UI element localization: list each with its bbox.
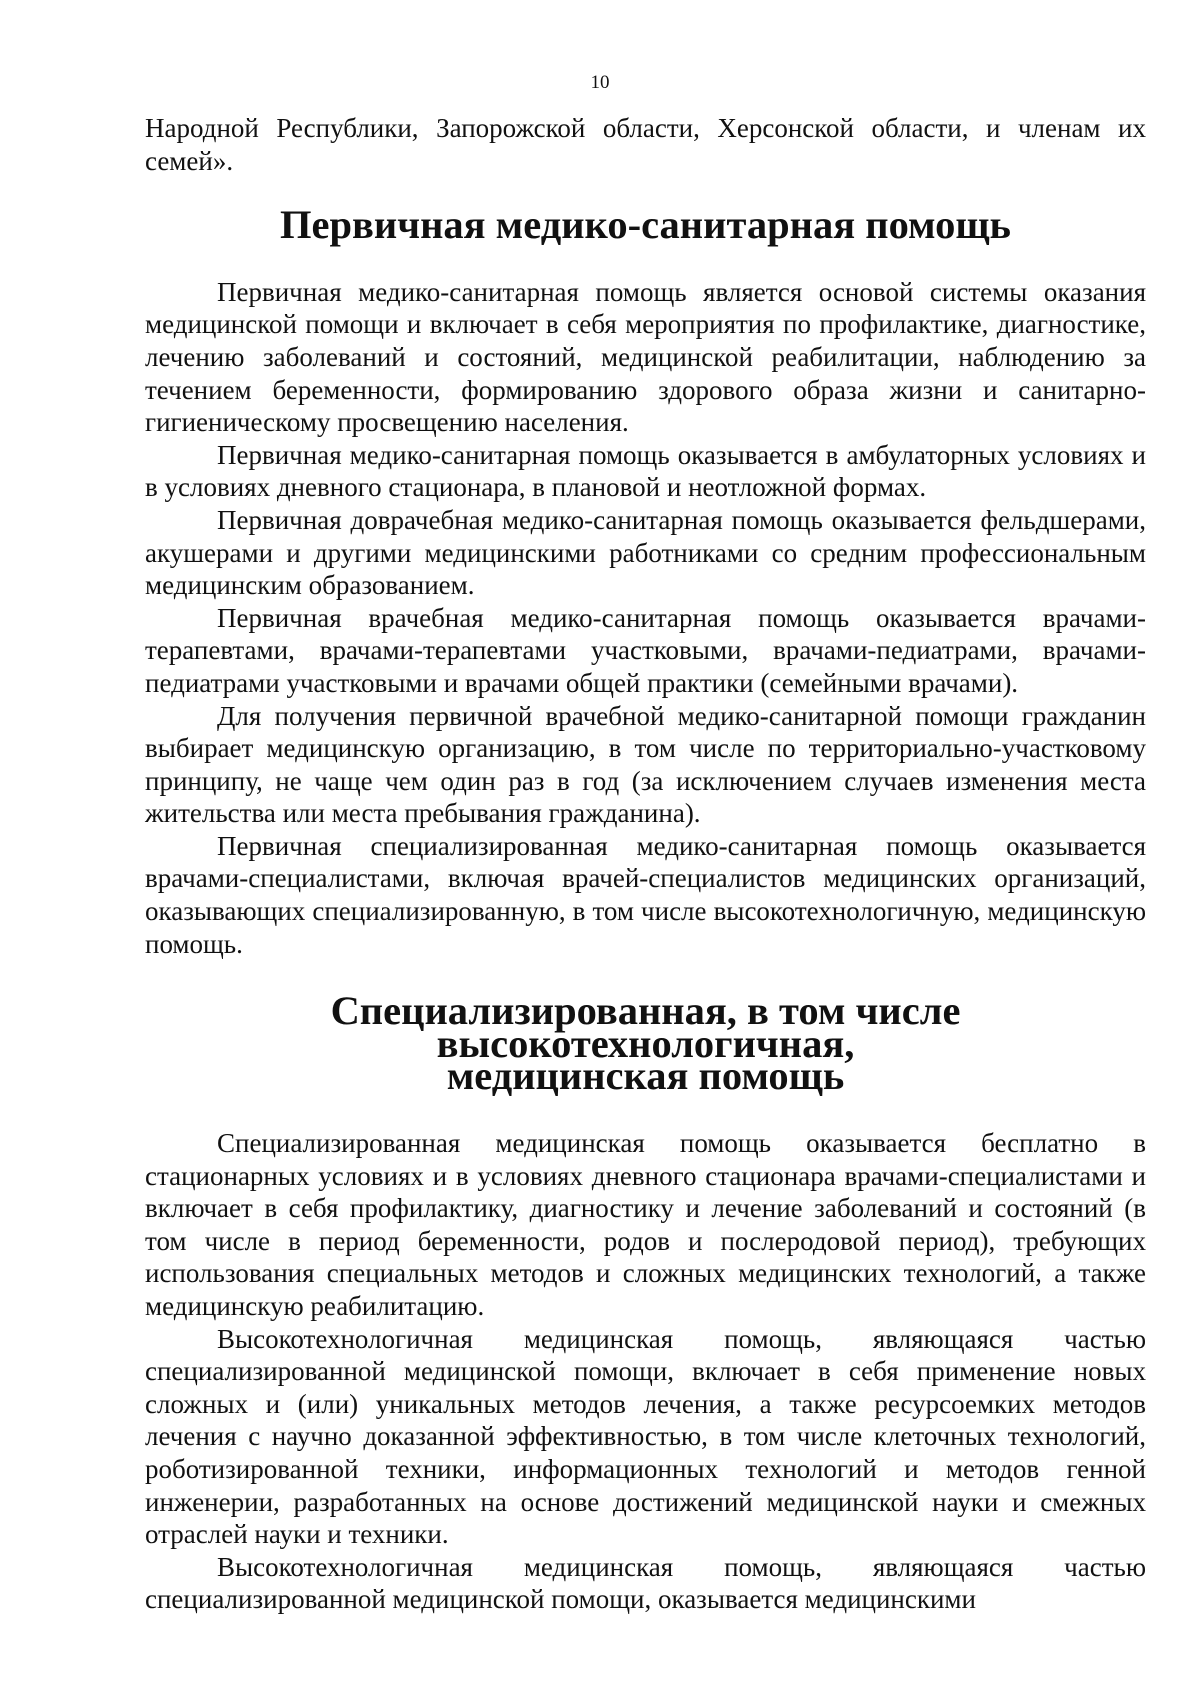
paragraph: Высокотехнологичная медицинская помощь, являющаяся частью специализированной медицинской помощи, включает в себя применение новых сложных и (или) уникальных методов лечения, а также ресурсоемких методов лечения с научно доказанной эффективностью, в том числе клеточных технологий, роботизированной техники, информационных технологий и методов генной инженерии, разработанных на основе достижений медицинской науки и смежных отраслей науки и техники. xyxy=(145,1323,1146,1550)
heading-line: медицинская помощь xyxy=(446,1053,845,1099)
section-heading-specialized-care xyxy=(145,988,1146,1099)
paragraph: Первичная доврачебная медико-санитарная помощь оказывается фельдшерами, акушерами и другими медицинскими работниками со средним профессиональным медицинским образованием. xyxy=(145,504,1146,601)
paragraph: Для получения первичной врачебной медико-санитарной помощи гражданин выбирает медицинскую организацию, в том числе по территориально-участковому принципу, не чаще чем один раз в год (за исключением случаев изменения места жительства или места пребывания гражданина). xyxy=(145,700,1146,829)
section-heading-primary-care: Первичная медико-санитарная помощь xyxy=(280,202,1011,248)
paragraph: Первичная медико-санитарная помощь является основой системы оказания медицинской помощи и включает в себя мероприятия по профилактике, диагностике, лечению заболеваний и состояний, медицинской реабилитации, наблюдению за течением беременности, формированию здорового образа жизни и санитарно-гигиеническому просвещению населения. xyxy=(145,276,1146,438)
section-specialized-care xyxy=(145,1127,1146,1616)
paragraph: Высокотехнологичная медицинская помощь, являющаяся частью специализированной медицинской помощи, оказывается медицинскими xyxy=(145,1551,1146,1615)
intro-paragraph: Народной Республики, Запорожской области, Херсонской области, и членам их семей». xyxy=(145,113,1146,176)
paragraph: Первичная медико-санитарная помощь оказывается в амбулаторных условиях и в условиях дневного стационара, в плановой и неотложной формах. xyxy=(145,439,1146,503)
paragraph: Первичная специализированная медико-санитарная помощь оказывается врачами-специалистами, включая врачей-специалистов медицинских организаций, оказывающих специализированную, в том числе высокотехнологичную, медицинскую помощь. xyxy=(145,830,1146,959)
document-body xyxy=(145,112,1146,1616)
page-number: 10 xyxy=(590,72,610,93)
paragraph: Специализированная медицинская помощь оказывается бесплатно в стационарных условиях и в условиях дневного стационара врачами-специалистами и включает в себя профилактику, диагностику и лечение заболеваний и состояний (в том числе в период беременности, родов и послеродовой период), требующих использования специальных методов и сложных медицинских технологий, а также медицинскую реабилитацию. xyxy=(145,1128,1146,1321)
heading-line: Специализированная, в том числе высокотехнологичная, xyxy=(330,988,961,1066)
section-primary-care xyxy=(145,276,1146,960)
paragraph: Первичная врачебная медико-санитарная помощь оказывается врачами-терапевтами, врачами-терапевтами участковыми, врачами-педиатрами, врачами-педиатрами участковыми и врачами общей практики (семейными врачами). xyxy=(145,602,1146,698)
